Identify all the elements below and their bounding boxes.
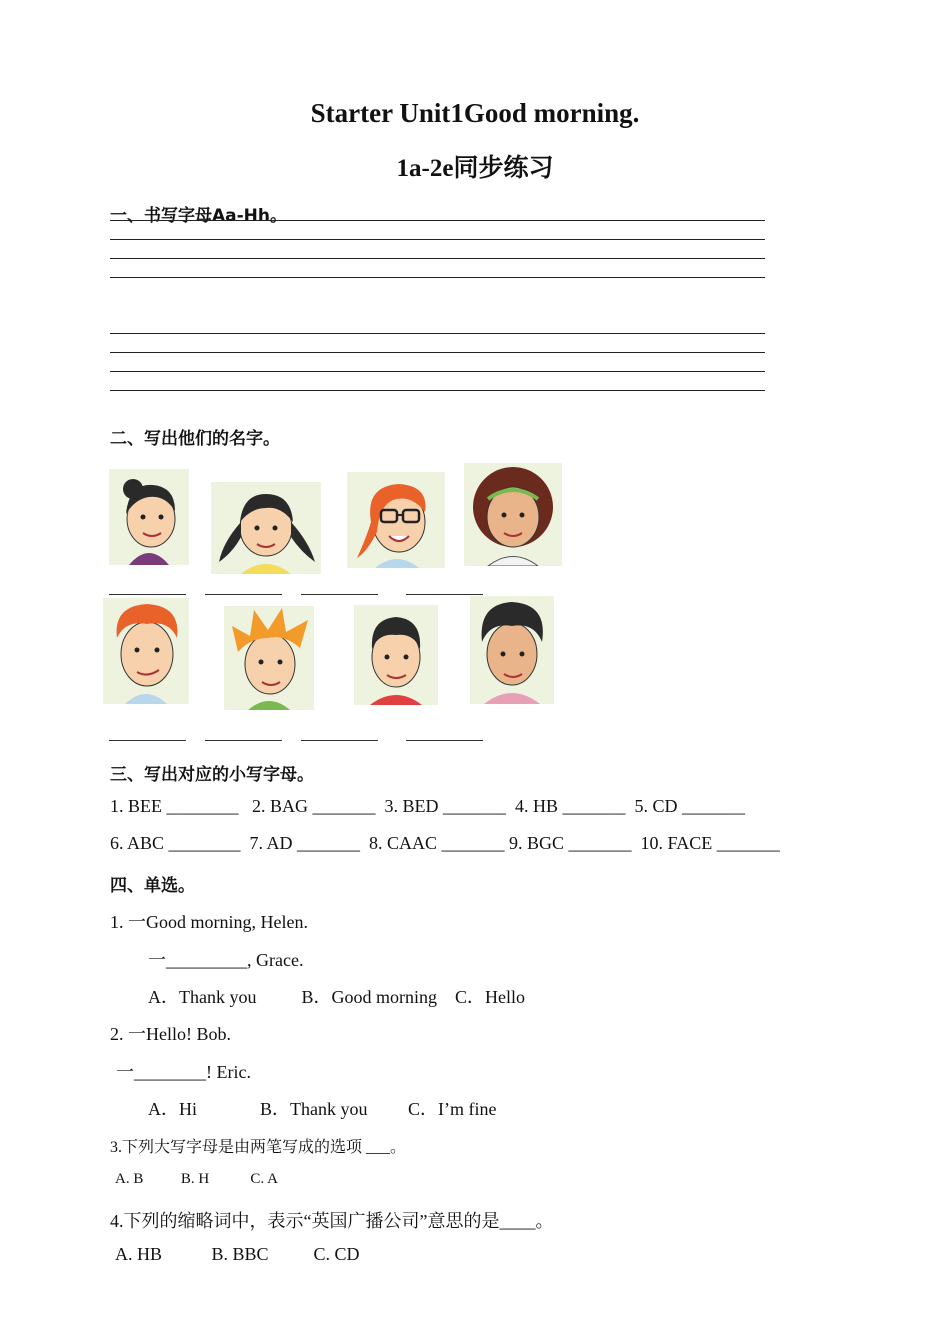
- name-answer-line[interactable]: [109, 594, 186, 595]
- girl-face-illustration: [211, 482, 321, 574]
- name-answer-line[interactable]: [301, 594, 378, 595]
- girl-curly-hair-face-illustration: [464, 463, 562, 566]
- page-title: Starter Unit1Good morning.: [310, 98, 640, 128]
- name-answer-line[interactable]: [406, 740, 483, 741]
- writing-line: [110, 333, 765, 334]
- writing-line: [110, 277, 765, 278]
- question-4-stem: 4.下列的缩略词中，表示“英国广播公司”意思的是____。: [110, 1211, 554, 1231]
- question-1-stem: 1. 一Good morning, Helen.: [110, 912, 308, 932]
- question-4-options: A. HB B. BBC C. CD: [115, 1244, 360, 1264]
- writing-line: [110, 352, 765, 353]
- writing-line: [110, 258, 765, 259]
- lowercase-exercise-row-2: 6. ABC ________ 7. AD _______ 8. CAAC _______ 9. BGC _______ 10. FACE _______: [110, 833, 780, 853]
- question-2-stem: 2. 一Hello! Bob.: [110, 1024, 231, 1044]
- question-3-stem: 3.下列大写字母是由两笔写成的选项 ___。: [110, 1139, 407, 1156]
- question-1-options: A．Thank you B．Good morning C．Hello: [148, 987, 525, 1007]
- section-1-heading: 一、书写字母Aa-Hh。: [110, 206, 288, 226]
- section-3-heading: 三、写出对应的小写字母。: [110, 765, 314, 785]
- section-2-heading: 二、写出他们的名字。: [110, 429, 280, 449]
- name-answer-line[interactable]: [109, 740, 186, 741]
- name-answer-line[interactable]: [301, 740, 378, 741]
- page-subtitle: 1a-2e同步练习: [396, 155, 554, 182]
- question-2-options: A．Hi B．Thank you C．I’m fine: [148, 1099, 497, 1119]
- name-answer-line[interactable]: [406, 594, 483, 595]
- writing-line: [110, 239, 765, 240]
- name-answer-line[interactable]: [205, 740, 282, 741]
- boy-spiky-hair-face-illustration: [224, 606, 314, 710]
- writing-line: [110, 371, 765, 372]
- section-4-heading: 四、单选。: [110, 876, 195, 896]
- girl-face-illustration: [109, 469, 189, 565]
- girl-with-glasses-face-illustration: [347, 472, 445, 568]
- boy-face-illustration: [354, 605, 438, 705]
- question-3-options: A. B B. H C. A: [115, 1171, 278, 1187]
- question-2-reply: 一________! Eric.: [116, 1062, 251, 1082]
- boy-face-illustration: [103, 598, 189, 704]
- question-1-reply: 一_________, Grace.: [148, 950, 304, 970]
- name-answer-line[interactable]: [205, 594, 282, 595]
- writing-line: [110, 220, 765, 221]
- lowercase-exercise-row-1: 1. BEE ________ 2. BAG _______ 3. BED _______ 4. HB _______ 5. CD _______: [110, 796, 746, 816]
- boy-face-illustration: [470, 596, 554, 704]
- writing-line: [110, 390, 765, 391]
